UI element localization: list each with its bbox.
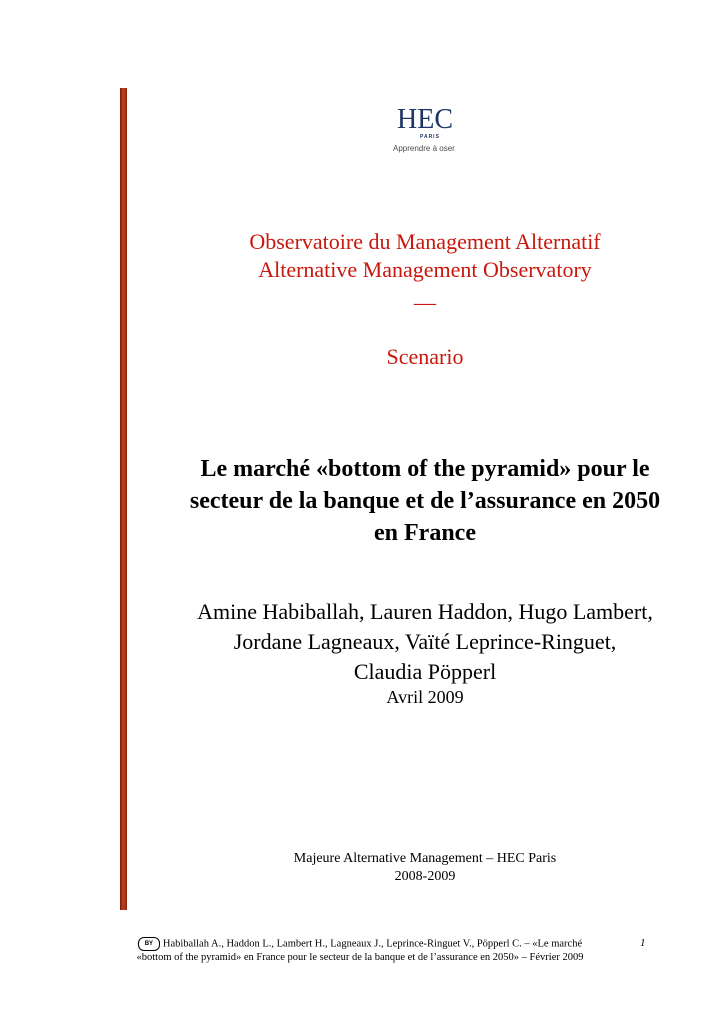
title-line-3: en France <box>374 520 476 546</box>
authors-line-1: Amine Habiballah, Lauren Haddon, Hugo Lambert, <box>197 599 653 624</box>
logo-main-text: HEC <box>397 104 453 135</box>
logo-sub-text: PARIS <box>420 134 440 140</box>
title-line-2: secteur de la banque et de l’assurance en 2050 <box>189 488 661 514</box>
title-line-1: Le marché «bottom of the pyramid» pour le <box>200 456 650 482</box>
observatory-name-en: Alternative Management Observatory <box>258 257 592 282</box>
authors <box>130 597 720 687</box>
hec-logo <box>393 104 493 156</box>
program-name: Majeure Alternative Management – HEC Paris <box>293 851 557 866</box>
footer-citation-line-2: «bottom of the pyramid» en France pour le secteur de la banque et de l’assurance en 2050» – Février 2009 <box>136 952 584 964</box>
program-info <box>130 850 720 886</box>
footer-line-1 <box>60 937 660 951</box>
program-years: 2008-2009 <box>394 869 456 884</box>
creative-commons-icon: BY <box>138 937 160 951</box>
header-separator: __ <box>414 282 436 307</box>
observatory-header <box>130 228 720 306</box>
logo-tagline: Apprendre à oser <box>393 144 455 153</box>
observatory-name-fr: Observatoire du Management Alternatif <box>249 229 601 254</box>
authors-line-2: Jordane Lagneaux, Vaïté Leprince-Ringuet, <box>233 629 617 654</box>
document-type: Scenario <box>386 344 464 369</box>
publication-date: Avril 2009 <box>386 687 464 707</box>
footer-citation <box>60 937 660 965</box>
footer-citation-line-1: Habiballah A., Haddon L., Lambert H., Lagneaux J., Leprince-Ringuet V., Pöpperl C. – «Le marché <box>162 938 583 950</box>
decorative-side-bar <box>120 88 127 910</box>
authors-line-3: Claudia Pöpperl <box>353 659 497 684</box>
document-title <box>130 453 720 549</box>
page-number: 1 <box>640 937 646 949</box>
